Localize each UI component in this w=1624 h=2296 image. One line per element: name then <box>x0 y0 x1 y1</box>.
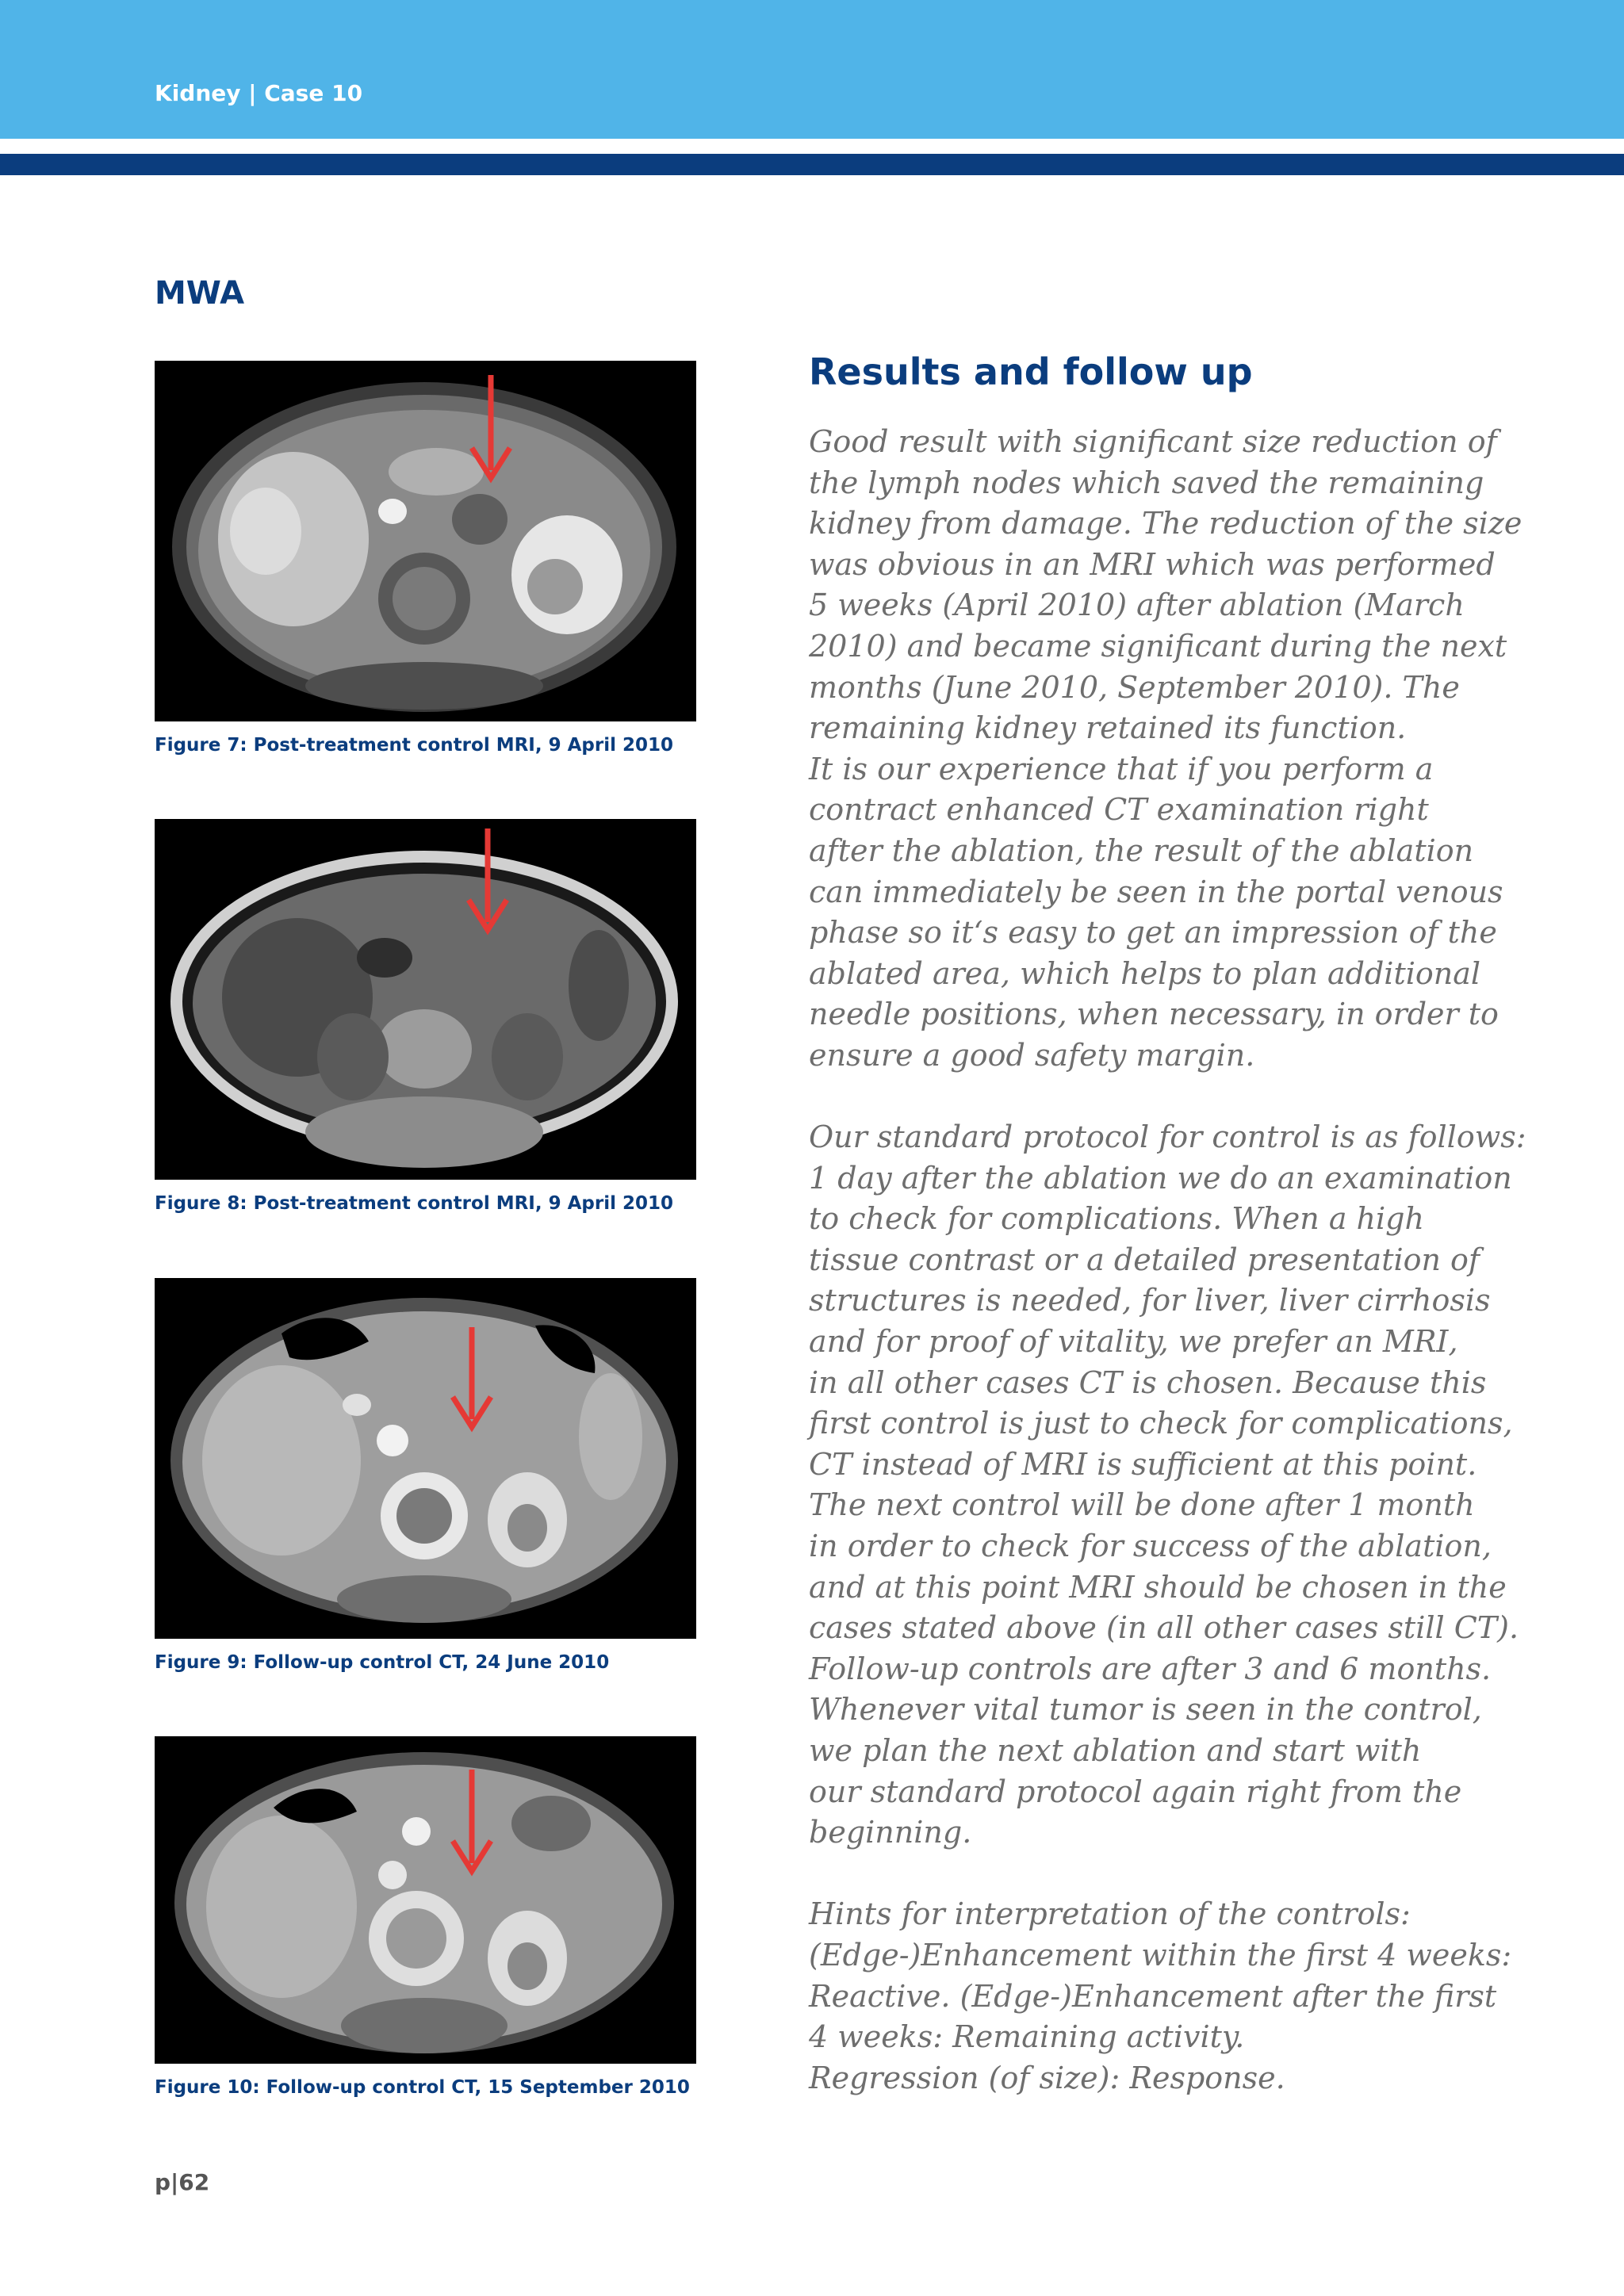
results-line: was obvious in an MRI which was performed <box>809 546 1496 582</box>
header-title: Kidney | Case 10 <box>155 80 363 106</box>
paragraph-gap <box>809 1077 1507 1118</box>
results-line: Our standard protocol for control is as follows: <box>809 1119 1526 1155</box>
results-line: Reactive. (Edge-)Enhancement after the first <box>809 1978 1497 2014</box>
results-line: contract enhanced CT examination right <box>809 792 1429 828</box>
results-line: we plan the next ablation and start with <box>809 1733 1422 1768</box>
results-body <box>809 422 1526 2099</box>
results-line: structures is needed, for liver, liver cirrhosis <box>809 1283 1491 1318</box>
results-line: CT instead of MRI is sufficient at this point. <box>809 1446 1477 1482</box>
results-line: needle positions, when necessary, in order to <box>809 997 1499 1032</box>
results-line: 1 day after the ablation we do an examination <box>809 1160 1512 1196</box>
header-band <box>0 0 1624 139</box>
results-line: tissue contrast or a detailed presentation of <box>809 1242 1480 1277</box>
results-line: cases stated above (in all other cases still CT). <box>809 1610 1519 1646</box>
results-line: months (June 2010, September 2010). The <box>809 669 1460 705</box>
results-line: and for proof of vitality, we prefer an MRI, <box>809 1324 1458 1360</box>
results-line: ablated area, which helps to plan additional <box>809 955 1481 991</box>
paragraph-gap <box>809 1854 1507 1895</box>
figure-9-image <box>155 1278 696 1639</box>
results-line: Good result with significant size reduction of <box>809 424 1497 459</box>
header-stripe <box>0 154 1624 175</box>
figure-10-caption: Figure 10: Follow-up control CT, 15 September 2010 <box>155 2077 690 2098</box>
results-line: our standard protocol again right from the <box>809 1774 1462 1809</box>
results-heading: Results and follow up <box>809 350 1253 393</box>
figure-9-caption: Figure 9: Follow-up control CT, 24 June 2010 <box>155 1652 610 1673</box>
results-line: kidney from damage. The reduction of the size <box>809 506 1522 541</box>
results-line: to check for complications. When a high <box>809 1201 1424 1237</box>
figure-7-image <box>155 361 696 721</box>
results-line: the lymph nodes which saved the remaining <box>809 465 1484 500</box>
figure-10-image <box>155 1736 696 2064</box>
results-line: can immediately be seen in the portal venous <box>809 874 1503 909</box>
results-line: beginning. <box>809 1815 972 1850</box>
figure-8-image <box>155 819 696 1180</box>
results-line: Whenever vital tumor is seen in the control, <box>809 1692 1482 1728</box>
figure-7-caption: Figure 7: Post-treatment control MRI, 9 April 2010 <box>155 735 674 756</box>
results-line: Follow-up controls are after 3 and 6 months. <box>809 1651 1492 1686</box>
section-label: MWA <box>155 275 245 312</box>
results-line: in order to check for success of the ablation, <box>809 1529 1492 1564</box>
results-line: first control is just to check for complications, <box>809 1406 1513 1441</box>
results-line: (Edge-)Enhancement within the first 4 weeks: <box>809 1937 1512 1973</box>
results-line: and at this point MRI should be chosen in the <box>809 1569 1507 1605</box>
results-line: 4 weeks: Remaining activity. <box>809 2019 1245 2055</box>
results-line: remaining kidney retained its function. <box>809 710 1407 746</box>
figure-8-caption: Figure 8: Post-treatment control MRI, 9 April 2010 <box>155 1193 674 1214</box>
results-line: in all other cases CT is chosen. Because this <box>809 1364 1487 1400</box>
results-line: ensure a good safety margin. <box>809 1037 1255 1073</box>
results-line: phase so it‘s easy to get an impression of the <box>809 915 1497 951</box>
page-number: p|62 <box>155 2169 210 2195</box>
results-line: 2010) and became significant during the next <box>809 628 1507 664</box>
results-line: Regression (of size): Response. <box>809 2060 1285 2095</box>
results-line: The next control will be done after 1 month <box>809 1487 1475 1523</box>
results-line: It is our experience that if you perform a <box>809 751 1434 786</box>
results-line: 5 weeks (April 2010) after ablation (March <box>809 587 1465 623</box>
results-line: after the ablation, the result of the ablation <box>809 832 1474 868</box>
results-line: Hints for interpretation of the controls: <box>809 1896 1411 1932</box>
